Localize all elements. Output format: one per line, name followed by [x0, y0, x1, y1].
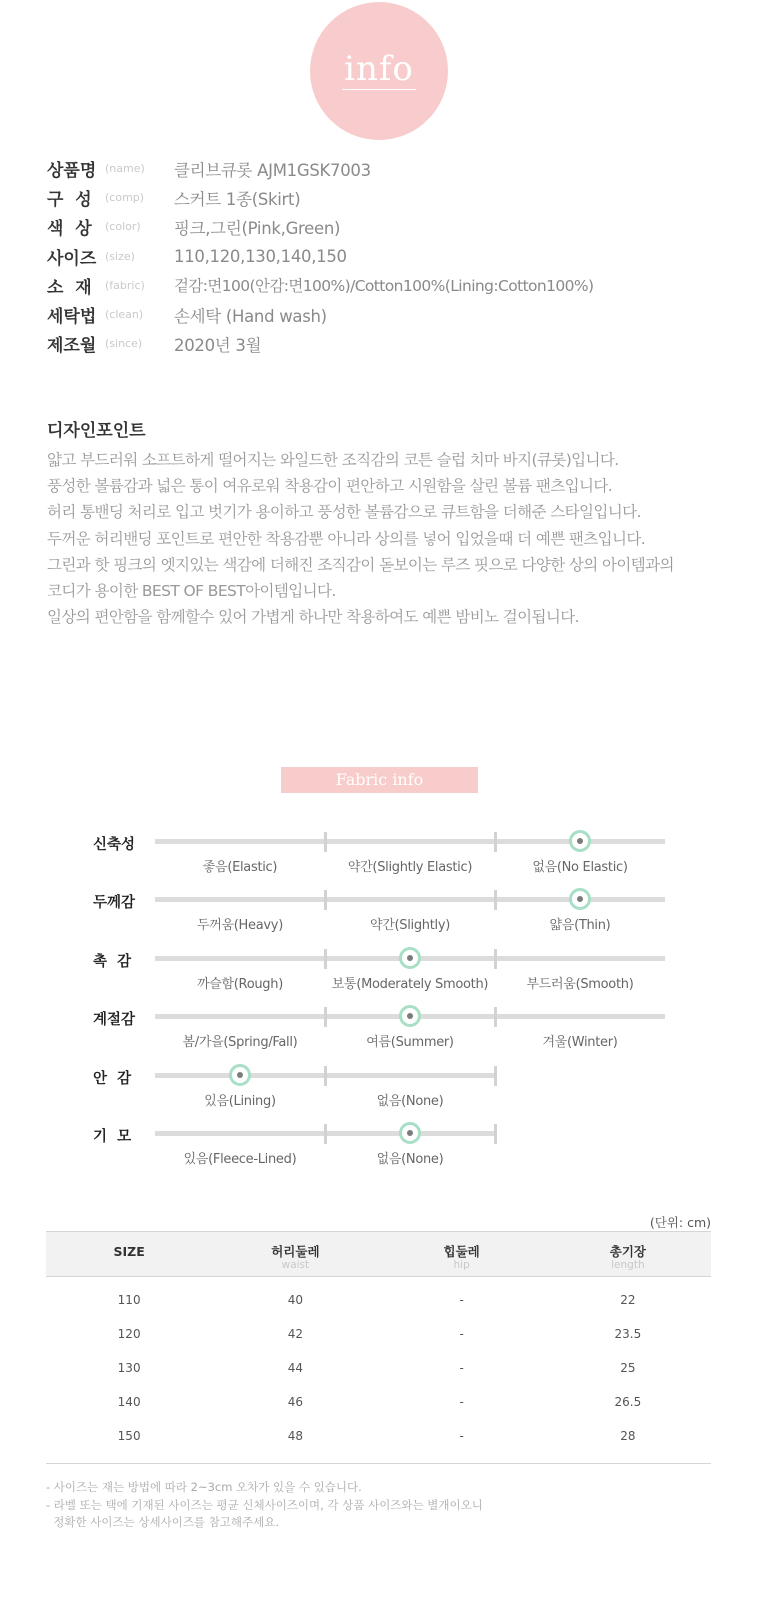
- fabric-scale-option: 약간(Slightly): [369, 918, 451, 934]
- table-cell: 23.5: [614, 1327, 642, 1341]
- fabric-scale-row: [0, 1125, 780, 1183]
- spec-row-fabric: [47, 271, 747, 300]
- fabric-scale-tick: [494, 1124, 497, 1144]
- spec-sublabel: (size): [105, 249, 135, 263]
- table-cell: 130: [117, 1361, 141, 1375]
- design-point-line: 그린과 핫 핑크의 엣지있는 색감에 더해진 조직감이 돋보이는 루즈 핏으로 다양한 상의 아이템과의: [47, 555, 674, 574]
- fabric-scale-marker: [229, 1064, 251, 1086]
- header-main: 총기장: [609, 1244, 646, 1259]
- note-line: 정확한 사이즈는 상세사이즈를 참고해주세요.: [46, 1515, 280, 1529]
- spec-row-since: [47, 329, 747, 358]
- table-cell: -: [459, 1361, 464, 1375]
- header-sub: waist: [281, 1259, 310, 1271]
- spec-sublabel: (color): [105, 220, 141, 234]
- fabric-scale-option: 없음(None): [376, 1152, 444, 1167]
- table-row: [46, 1351, 711, 1385]
- table-cell: 42: [287, 1327, 304, 1341]
- spec-sublabel: (comp): [105, 191, 145, 205]
- fabric-scale-label: 촉 감: [93, 953, 132, 970]
- fabric-scale-option: 보통(Moderately Smooth): [331, 976, 489, 992]
- fabric-scale-tick: [494, 1007, 497, 1027]
- fabric-scale-tick: [324, 832, 327, 852]
- size-unit-label: (단위: cm): [649, 1215, 711, 1230]
- table-cell: -: [459, 1395, 464, 1409]
- fabric-scale-option: 얇음(Thin): [549, 918, 611, 934]
- size-table: [46, 1231, 711, 1464]
- header-main: SIZE: [113, 1244, 145, 1259]
- spec-row-comp: [47, 183, 747, 212]
- fabric-scale-row: [0, 1067, 780, 1125]
- fabric-scale-option: 없음(None): [376, 1093, 444, 1109]
- spec-value: 110,120,130,140,150: [174, 246, 347, 266]
- fabric-scale-option: 두꺼움(Heavy): [197, 918, 283, 934]
- fabric-scale-option: 좋음(Elastic): [202, 860, 278, 875]
- spec-row-name: [47, 154, 747, 183]
- header-cell-hip: [379, 1232, 545, 1276]
- table-cell: 48: [287, 1429, 304, 1443]
- fabric-scale-label: 기 모: [93, 1129, 132, 1145]
- fabric-scale-option: 있음(Fleece-Lined): [183, 1152, 297, 1167]
- table-row: [46, 1283, 711, 1317]
- fabric-scale-row: [0, 1008, 780, 1066]
- table-cell: 46: [287, 1395, 304, 1409]
- table-cell: 110: [117, 1293, 141, 1307]
- spec-label: 소 재: [47, 277, 92, 298]
- fabric-scale-marker: [399, 947, 421, 969]
- fabric-scale-option: 없음(No Elastic): [532, 860, 628, 875]
- note-line: - 라벨 또는 택에 기재된 사이즈는 평균 신체사이즈이며, 각 상품 사이즈와는 별개이오니: [46, 1497, 483, 1512]
- fabric-scale-option: 여름(Summer): [366, 1035, 454, 1051]
- spec-row-size: [47, 242, 747, 271]
- product-spec-list: [47, 154, 747, 358]
- spec-value: 스커트 1종(Skirt): [174, 189, 301, 209]
- size-table-body: [46, 1277, 711, 1453]
- fabric-scale-option: 봄/가을(Spring/Fall): [182, 1035, 298, 1051]
- fabric-info-banner: Fabric info: [281, 767, 478, 793]
- design-point-line: 풍성한 볼륨감과 넓은 통이 여유로워 착용감이 편안하고 시원함을 살린 볼륨 팬츠입니다.: [47, 477, 613, 496]
- spec-label: 제조월: [47, 336, 97, 357]
- header-main: 힙둘레: [443, 1244, 480, 1259]
- header-cell-size: [46, 1232, 212, 1276]
- table-cell: 40: [287, 1293, 304, 1307]
- fabric-scale-tick: [494, 832, 497, 852]
- spec-label: 사이즈: [47, 248, 97, 269]
- spec-label: 세탁법: [47, 307, 97, 328]
- table-cell: -: [459, 1327, 464, 1341]
- fabric-scale-option: 까슬함(Rough): [197, 976, 283, 992]
- spec-value: 핑크,그린(Pink,Green): [174, 218, 341, 238]
- fabric-scale-option: 있음(Lining): [204, 1093, 276, 1109]
- spec-label: 상품명: [47, 161, 97, 182]
- spec-sublabel: (clean): [105, 308, 144, 322]
- fabric-scale-label: 두께감: [93, 895, 136, 912]
- table-cell: 120: [117, 1327, 141, 1341]
- info-badge: [310, 2, 448, 140]
- spec-label: 색 상: [47, 219, 92, 240]
- size-table-header: [46, 1231, 711, 1277]
- table-cell: 26.5: [614, 1395, 642, 1409]
- header-sub: hip: [453, 1259, 470, 1271]
- fabric-scale-row: [0, 950, 780, 1008]
- design-point-line: 두꺼운 허리밴딩 포인트로 편안한 착용감뿐 아니라 상의를 넣어 입었을때 더 예쁜 팬츠입니다.: [47, 529, 646, 548]
- table-cell: 44: [287, 1361, 304, 1375]
- fabric-scale-marker: [399, 1122, 421, 1144]
- fabric-scale-option: 약간(Slightly Elastic): [347, 860, 473, 875]
- table-cell: 150: [117, 1429, 141, 1443]
- table-divider: [46, 1463, 711, 1464]
- fabric-scale-tick: [324, 890, 327, 910]
- fabric-scale-row: [0, 891, 780, 949]
- design-point-line: 코디가 용이한 BEST OF BEST아이템입니다.: [47, 581, 336, 600]
- spec-sublabel: (since): [105, 337, 143, 351]
- spec-row-clean: [47, 300, 747, 329]
- design-point-line: 얇고 부드러워 소프트하게 떨어지는 와일드한 조직감의 코튼 슬럽 치마 바지(큐롯)입니다.: [47, 451, 619, 469]
- fabric-scale-label: 계절감: [93, 1012, 136, 1029]
- header-main: 허리둘레: [271, 1244, 320, 1259]
- table-cell: 28: [620, 1429, 636, 1443]
- fabric-scale-option: 부드러움(Smooth): [526, 976, 634, 992]
- fabric-scale-marker: [399, 1005, 421, 1027]
- spec-sublabel: (name): [105, 162, 145, 176]
- size-notes: [46, 1479, 746, 1532]
- spec-label: 구 성: [47, 190, 92, 211]
- fabric-scale-tick: [494, 1066, 497, 1086]
- info-badge-label: info: [344, 49, 414, 90]
- table-row: [46, 1419, 711, 1453]
- design-point-title: 디자인포인트: [47, 421, 146, 441]
- fabric-scale-tick: [494, 949, 497, 969]
- fabric-scale-tick: [494, 890, 497, 910]
- table-row: [46, 1317, 711, 1351]
- header-cell-waist: [212, 1232, 378, 1276]
- spec-value: 겉감:면100(안감:면100%)/Cotton100%(Lining:Cotton100%): [174, 277, 594, 296]
- table-cell: 25: [620, 1361, 636, 1375]
- fabric-scale-option: 겨울(Winter): [542, 1035, 618, 1051]
- design-point-text: [47, 447, 747, 630]
- fabric-scale-label: 신축성: [93, 837, 136, 853]
- spec-value: 2020년 3월: [174, 335, 262, 355]
- fabric-scale-marker: [569, 830, 591, 852]
- fabric-scale-tick: [324, 1007, 327, 1027]
- table-cell: 22: [620, 1293, 636, 1307]
- fabric-scale-marker: [569, 888, 591, 910]
- design-point-line: 일상의 편안함을 함께할수 있어 가볍게 하나만 착용하여도 예쁜 밤비노 걸이됩니다.: [47, 608, 579, 627]
- table-row: [46, 1385, 711, 1419]
- spec-sublabel: (fabric): [105, 278, 145, 292]
- fabric-scale-label: 안 감: [93, 1070, 132, 1087]
- header-cell-length: [545, 1232, 711, 1276]
- spec-value: 손세탁 (Hand wash): [174, 306, 327, 326]
- table-cell: -: [459, 1293, 464, 1307]
- note-line: - 사이즈는 재는 방법에 따라 2~3cm 오차가 있을 수 있습니다.: [46, 1480, 362, 1494]
- header-sub: length: [611, 1259, 645, 1271]
- table-cell: 140: [117, 1395, 141, 1409]
- fabric-scale-tick: [324, 949, 327, 969]
- table-cell: -: [459, 1429, 464, 1443]
- fabric-scale-tick: [324, 1124, 327, 1144]
- spec-row-color: [47, 212, 747, 241]
- fabric-scale-row: [0, 833, 780, 891]
- fabric-scale-tick: [324, 1066, 327, 1086]
- spec-value: 클리브큐롯 AJM1GSK7003: [174, 160, 371, 180]
- design-point-line: 허리 통밴딩 처리로 입고 벗기가 용이하고 풍성한 볼륨감으로 큐트함을 더해준 스타일입니다.: [47, 503, 641, 522]
